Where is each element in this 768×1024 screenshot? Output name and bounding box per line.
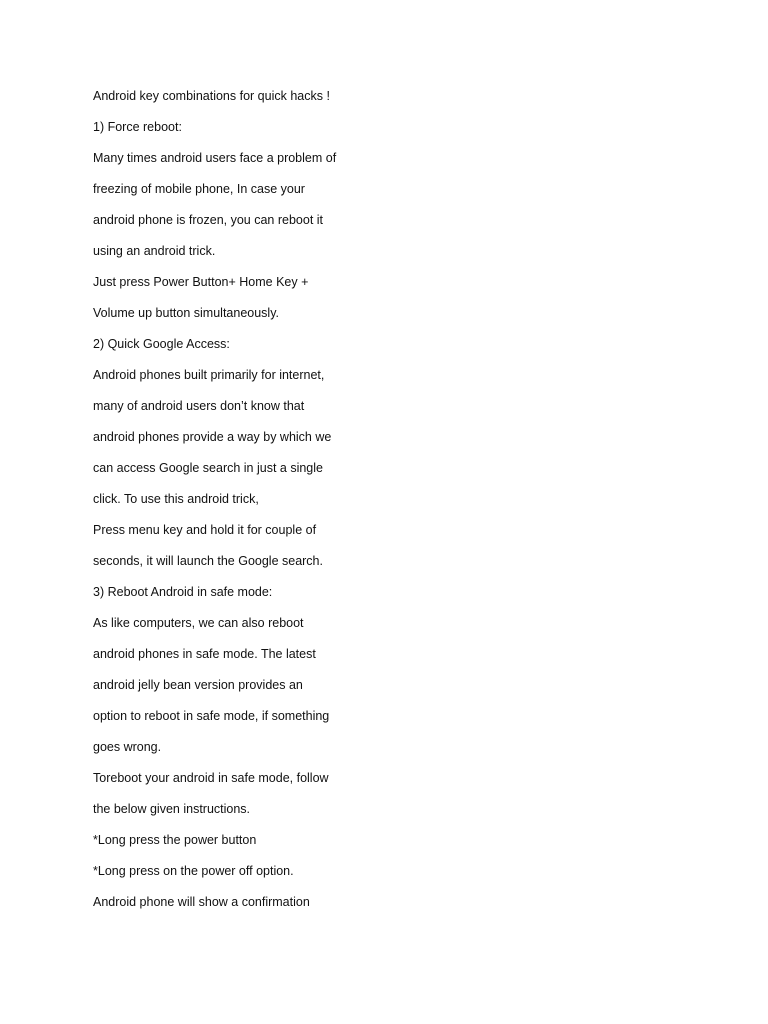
text-line: Many times android users face a problem of	[93, 151, 337, 165]
text-line: many of android users don’t know that	[93, 399, 305, 413]
text-line: android phones provide a way by which we	[93, 430, 332, 444]
text-line: android phone is frozen, you can reboot it	[93, 213, 324, 227]
text-line: Volume up button simultaneously.	[93, 306, 279, 320]
text-line: using an android trick.	[93, 244, 216, 258]
section-heading-safe-mode: 3) Reboot Android in safe mode:	[93, 585, 273, 599]
text-line: android jelly bean version provides an	[93, 678, 303, 692]
text-line: android phones in safe mode. The latest	[93, 647, 316, 661]
document-body	[93, 85, 693, 922]
text-line: Android phone will show a confirmation	[93, 895, 310, 909]
text-line: seconds, it will launch the Google search.	[93, 554, 323, 568]
text-line: Android phones built primarily for internet,	[93, 368, 325, 382]
text-line: As like computers, we can also reboot	[93, 616, 304, 630]
text-line: Press menu key and hold it for couple of	[93, 523, 317, 537]
text-line: Toreboot your android in safe mode, follow	[93, 771, 329, 785]
section-heading-force-reboot: 1) Force reboot:	[93, 120, 182, 134]
text-line: freezing of mobile phone, In case your	[93, 182, 305, 196]
text-line: Just press Power Button+ Home Key +	[93, 275, 309, 289]
section-heading-quick-google-access: 2) Quick Google Access:	[93, 337, 230, 351]
document-title: Android key combinations for quick hacks !	[93, 89, 330, 103]
text-line: goes wrong.	[93, 740, 162, 754]
text-line: can access Google search in just a single	[93, 461, 323, 475]
text-line: option to reboot in safe mode, if something	[93, 709, 330, 723]
text-line: the below given instructions.	[93, 802, 251, 816]
instruction-item: *Long press the power button	[93, 833, 257, 847]
text-line: click. To use this android trick,	[93, 492, 259, 506]
instruction-item: *Long press on the power off option.	[93, 864, 294, 878]
